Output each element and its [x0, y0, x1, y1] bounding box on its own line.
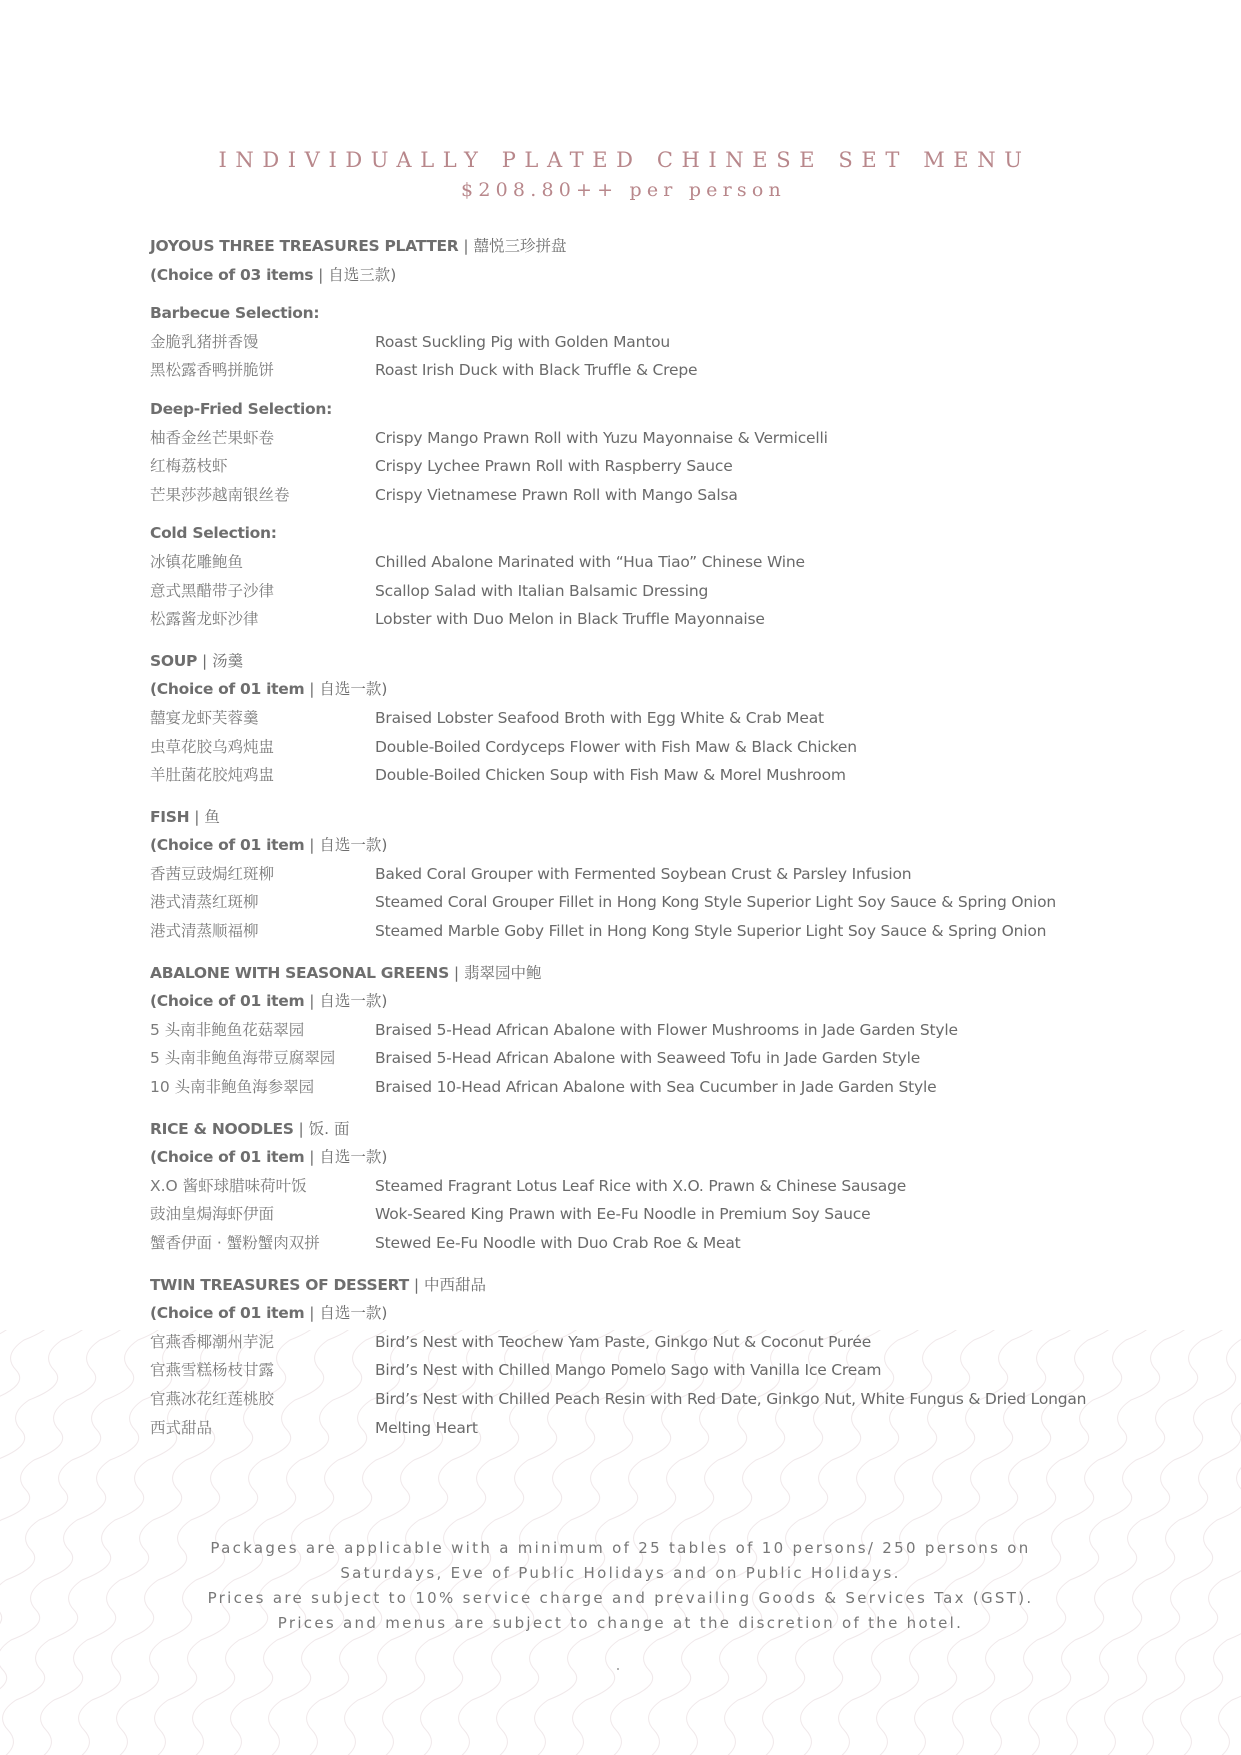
menu-item-row: [150, 1385, 1150, 1414]
section-title-english: SOUP: [150, 651, 198, 670]
dish-name-english: Steamed Fragrant Lotus Leaf Rice with X.O. Prawn & Chinese Sausage: [375, 1176, 907, 1195]
menu-section: [150, 1271, 1150, 1443]
menu-item-row: [150, 605, 1150, 634]
dish-name-english: Steamed Marble Goby Fillet in Hong Kong Style Superior Light Soy Sauce & Spring Onion: [375, 922, 1047, 941]
menu-item-row: [150, 1200, 1150, 1229]
dish-name-chinese: 松露酱龙虾沙律: [150, 610, 259, 629]
choice-note-chinese: | 自选一款): [304, 680, 388, 699]
dish-name-english: Steamed Coral Grouper Fillet in Hong Kong Style Superior Light Soy Sauce & Spring Onion: [375, 893, 1057, 912]
menu-section: [150, 647, 1150, 790]
menu-item-row: [150, 761, 1150, 790]
menu-item-row: [150, 424, 1150, 453]
dish-name-chinese: 金脆乳猪拼香馒: [150, 332, 259, 351]
menu-item-row: [150, 548, 1150, 577]
dish-name-english: Double-Boiled Cordyceps Flower with Fish Maw & Black Chicken: [375, 737, 857, 756]
choice-note-english: (Choice of 01 item: [150, 992, 305, 1011]
menu-item-row: [150, 452, 1150, 481]
menu-item-row: [150, 1328, 1150, 1357]
dish-name-english: Bird’s Nest with Teochew Yam Paste, Ginkgo Nut & Coconut Purée: [375, 1332, 872, 1351]
section-title: [150, 959, 1150, 988]
menu-body: [150, 232, 1150, 1455]
section-title: [150, 647, 1150, 676]
dish-name-english: Wok-Seared King Prawn with Ee-Fu Noodle in Premium Soy Sauce: [375, 1205, 871, 1224]
dish-name-english: Chilled Abalone Marinated with “Hua Tiao” Chinese Wine: [375, 552, 805, 571]
selection-subheading: Deep-Fried Selection:: [150, 399, 332, 418]
menu-item-row: [150, 356, 1150, 385]
dish-name-chinese: 香茜豆豉焗红斑柳: [150, 864, 275, 883]
choice-note-english: (Choice of 01 item: [150, 1148, 305, 1167]
menu-item-row: [150, 481, 1150, 510]
choice-note-chinese: | 自选一款): [304, 836, 388, 855]
choice-note-chinese: | 自选三款): [313, 265, 397, 284]
dish-name-english: Baked Coral Grouper with Fermented Soybean Crust & Parsley Infusion: [375, 864, 912, 883]
selection-subheading: Cold Selection:: [150, 524, 277, 543]
footer-line: Prices and menus are subject to change at the discretion of the hotel.: [277, 1614, 964, 1632]
menu-item-row: [150, 1044, 1150, 1073]
dish-name-chinese: 芒果莎莎越南银丝卷: [150, 485, 290, 504]
dish-name-chinese: 西式甜品: [150, 1418, 213, 1437]
dish-name-chinese: 官燕香椰潮州芋泥: [150, 1332, 275, 1351]
menu-section: [150, 232, 1150, 634]
dish-name-english: Crispy Lychee Prawn Roll with Raspberry Sauce: [375, 457, 733, 476]
page-dot: [617, 1668, 619, 1670]
section-title-chinese: | 翡翠园中鲍: [448, 963, 542, 982]
menu-item-row: [150, 577, 1150, 606]
choice-note-english: (Choice of 01 item: [150, 836, 305, 855]
menu-item-row: [150, 328, 1150, 357]
dish-name-chinese: 柚香金丝芒果虾卷: [150, 428, 275, 447]
choice-note-english: (Choice of 03 items: [150, 265, 314, 284]
dish-name-english: Roast Irish Duck with Black Truffle & Crepe: [375, 361, 698, 380]
dish-name-english: Lobster with Duo Melon in Black Truffle Mayonnaise: [375, 610, 765, 629]
dish-name-chinese: 5 头南非鲍鱼花菇翠园: [150, 1020, 305, 1039]
dish-name-english: Braised 5-Head African Abalone with Flower Mushrooms in Jade Garden Style: [375, 1020, 958, 1039]
footer-line: Packages are applicable with a minimum of 25 tables of 10 persons/ 250 persons on: [210, 1539, 1031, 1557]
footer-notes: [0, 1536, 1241, 1636]
menu-item-row: [150, 704, 1150, 733]
menu-section: [150, 1115, 1150, 1258]
menu-item-row: [150, 1073, 1150, 1102]
section-title: [150, 803, 1150, 832]
dish-name-english: Braised 10-Head African Abalone with Sea Cucumber in Jade Garden Style: [375, 1078, 937, 1097]
section-title-chinese: | 汤羹: [197, 651, 244, 670]
dish-name-chinese: 囍宴龙虾芙蓉羹: [150, 708, 259, 727]
dish-name-chinese: 豉油皇焗海虾伊面: [150, 1205, 275, 1224]
dish-name-chinese: 黑松露香鸭拼脆饼: [150, 361, 275, 380]
menu-header: [0, 145, 1241, 205]
menu-item-row: [150, 1414, 1150, 1443]
menu-title: INDIVIDUALLY PLATED CHINESE SET MENU: [218, 148, 1031, 172]
dish-name-english: Scallop Salad with Italian Balsamic Dressing: [375, 581, 709, 600]
choice-note: [150, 261, 1150, 290]
choice-note-english: (Choice of 01 item: [150, 680, 305, 699]
dish-name-chinese: 蟹香伊面 · 蟹粉蟹肉双拼: [150, 1234, 320, 1252]
choice-note: [150, 987, 1150, 1016]
dish-name-chinese: 红梅荔枝虾: [150, 457, 228, 476]
footer-line: Saturdays, Eve of Public Holidays and on Public Holidays.: [340, 1564, 901, 1582]
section-title-chinese: | 囍悦三珍拼盘: [458, 237, 567, 255]
section-title-chinese: | 鱼: [189, 807, 220, 826]
dish-name-chinese: 官燕冰花红莲桃胶: [150, 1389, 275, 1408]
dish-name-english: Crispy Mango Prawn Roll with Yuzu Mayonnaise & Vermicelli: [375, 428, 828, 447]
section-title-english: RICE & NOODLES: [150, 1119, 294, 1138]
menu-item-row: [150, 917, 1150, 946]
dish-name-chinese: X.O 酱虾球腊味荷叶饭: [150, 1176, 307, 1195]
dish-name-english: Bird’s Nest with Chilled Mango Pomelo Sago with Vanilla Ice Cream: [375, 1361, 882, 1380]
dish-name-chinese: 虫草花胶乌鸡炖盅: [150, 737, 275, 756]
menu-item-row: [150, 1016, 1150, 1045]
menu-item-row: [150, 1172, 1150, 1201]
dish-name-chinese: 冰镇花雕鲍鱼: [150, 552, 244, 571]
choice-note-chinese: | 自选一款): [304, 992, 388, 1011]
section-title: [150, 1271, 1150, 1300]
dish-name-english: Double-Boiled Chicken Soup with Fish Maw & Morel Mushroom: [375, 766, 846, 785]
dish-name-chinese: 羊肚菌花胶炖鸡盅: [150, 766, 275, 785]
section-title-english: TWIN TREASURES OF DESSERT: [150, 1275, 409, 1294]
choice-note-chinese: | 自选一款): [304, 1148, 388, 1167]
dish-name-chinese: 10 头南非鲍鱼海参翠园: [150, 1078, 315, 1097]
menu-item-row: [150, 1229, 1150, 1258]
footer-line: Prices are subject to 10% service charge and prevailing Goods & Services Tax (GST).: [207, 1589, 1034, 1607]
section-title-english: ABALONE WITH SEASONAL GREENS: [150, 963, 449, 982]
menu-price: $208.80++ per person: [461, 179, 786, 201]
choice-note: [150, 1143, 1150, 1172]
choice-note: [150, 675, 1150, 704]
choice-note-english: (Choice of 01 item: [150, 1304, 305, 1323]
dish-name-chinese: 港式清蒸红斑柳: [150, 893, 259, 912]
dish-name-english: Melting Heart: [375, 1418, 478, 1437]
menu-item-row: [150, 888, 1150, 917]
dish-name-english: Bird’s Nest with Chilled Peach Resin with Red Date, Ginkgo Nut, White Fungus & Dried Longan: [375, 1389, 1087, 1408]
choice-note-chinese: | 自选一款): [304, 1304, 388, 1323]
dish-name-chinese: 港式清蒸顺福柳: [150, 922, 259, 941]
dish-name-english: Roast Suckling Pig with Golden Mantou: [375, 332, 670, 351]
dish-name-english: Braised 5-Head African Abalone with Seaweed Tofu in Jade Garden Style: [375, 1049, 921, 1068]
choice-note: [150, 831, 1150, 860]
menu-item-row: [150, 733, 1150, 762]
section-title-chinese: | 饭. 面: [293, 1119, 350, 1138]
section-title-chinese: | 中西甜品: [408, 1275, 486, 1294]
dish-name-english: Stewed Ee-Fu Noodle with Duo Crab Roe & Meat: [375, 1234, 741, 1252]
section-title: [150, 1115, 1150, 1144]
section-title: [150, 232, 1150, 261]
section-title-english: JOYOUS THREE TREASURES PLATTER: [150, 237, 459, 255]
dish-name-chinese: 意式黑醋带子沙律: [150, 581, 275, 600]
menu-item-row: [150, 1356, 1150, 1385]
dish-name-english: Braised Lobster Seafood Broth with Egg White & Crab Meat: [375, 708, 824, 727]
menu-section: [150, 803, 1150, 946]
menu-section: [150, 959, 1150, 1102]
choice-note: [150, 1299, 1150, 1328]
menu-item-row: [150, 860, 1150, 889]
section-title-english: FISH: [150, 807, 190, 826]
dish-name-english: Crispy Vietnamese Prawn Roll with Mango Salsa: [375, 485, 738, 504]
dish-name-chinese: 官燕雪糕杨枝甘露: [150, 1361, 275, 1380]
selection-subheading: Barbecue Selection:: [150, 304, 320, 323]
dish-name-chinese: 5 头南非鲍鱼海带豆腐翠园: [150, 1049, 336, 1068]
